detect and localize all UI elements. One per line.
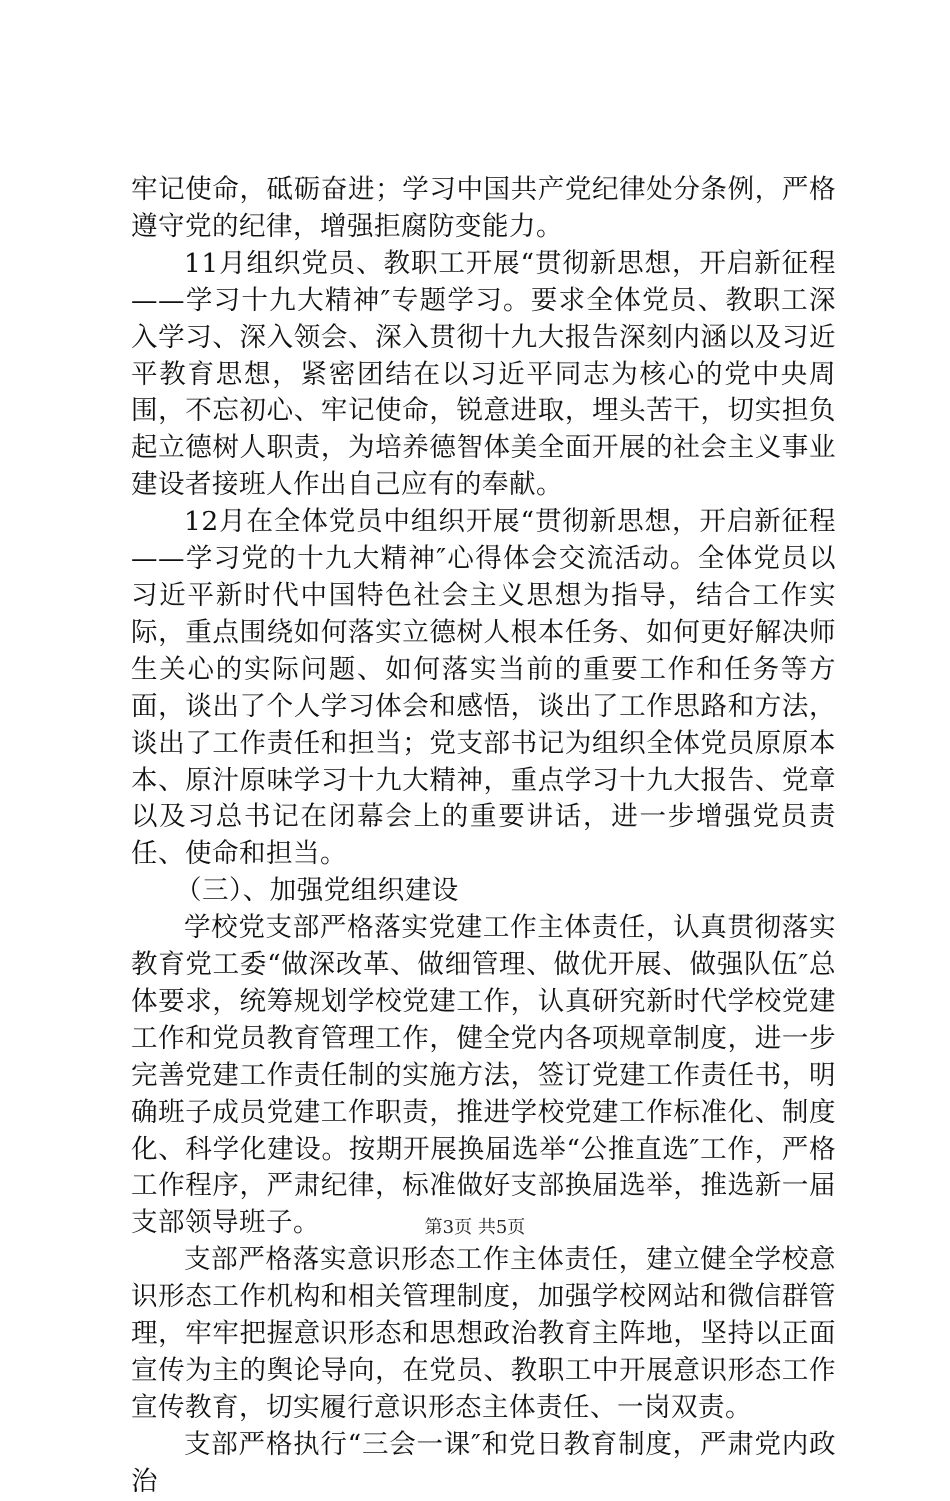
paragraph-three-meetings: 支部严格执行“三会一课″和党日教育制度，严肃党内政治 [131,1428,836,1497]
paragraph-ideology: 支部严格落实意识形态工作主体责任，建立健全学校意识形态工作机构和相关管理制度，加强学校网站和微信群管理，牢牢把握意识形态和思想政治教育主阵地，坚持以正面宣传为主的舆论导向，在党员、教职工中开展意识形态工作宣传教育，切实履行意识形态主体责任、一岗双责。 [131,1244,836,1423]
paragraph-continued: 牢记使命，砥砺奋进；学习中国共产党纪律处分条例，严格遵守党的纪律，增强拒腐防变能力。 [131,174,836,242]
document-body [131,172,836,1501]
page-number: 第3页 共5页 [424,1217,526,1238]
paragraph-party-building: 学校党支部严格落实党建工作主体责任，认真贯彻落实教育党工委“做深改革、做细管理、做优开展、做强队伍″总体要求，统筹规划学校党建工作，认真研究新时代学校党建工作和党员教育管理工作，健全党内各项规章制度，进一步完善党建工作责任制的实施方法，签订党建工作责任书，明确班子成员党建工作职责，推进学校党建工作标准化、制度化、科学化建设。按期开展换届选举“公推直选″工作，严格工作程序，严肃纪律，标准做好支部换届选举，推选新一届支部领导班子。 [131,912,836,1239]
paragraph-december-exchange: 12月在全体党员中组织开展“贯彻新思想，开启新征程——学习党的十九大精神″心得体会交流活动。全体党员以习近平新时代中国特色社会主义思想为指导，结合工作实际，重点围绕如何落实立德树人根本任务、如何更好解决师生关心的实际问题、如何落实当前的重要工作和任务等方面，谈出了个人学习体会和感悟，谈出了工作思路和方法，谈出了工作责任和担当；党支部书记为组织全体党员原原本本、原汁原味学习十九大精神，重点学习十九大报告、党章以及习总书记在闭幕会上的重要讲话，进一步增强党员责任、使命和担当。 [131,506,836,870]
paragraph-november-study: 11月组织党员、教职工开展“贯彻新思想，开启新征程——学习十九大精神″专题学习。要求全体党员、教职工深入学习、深入领会、深入贯彻十九大报告深刻内涵以及习近平教育思想，紧密团结在以习近平同志为核心的党中央周围，不忘初心、牢记使命，锐意进取，埋头苦干，切实担负起立德树人职责，为培养德智体美全面开展的社会主义事业建设者接班人作出自己应有的奉献。 [131,247,836,501]
section-heading: （三）、加强党组织建设 [175,875,459,907]
